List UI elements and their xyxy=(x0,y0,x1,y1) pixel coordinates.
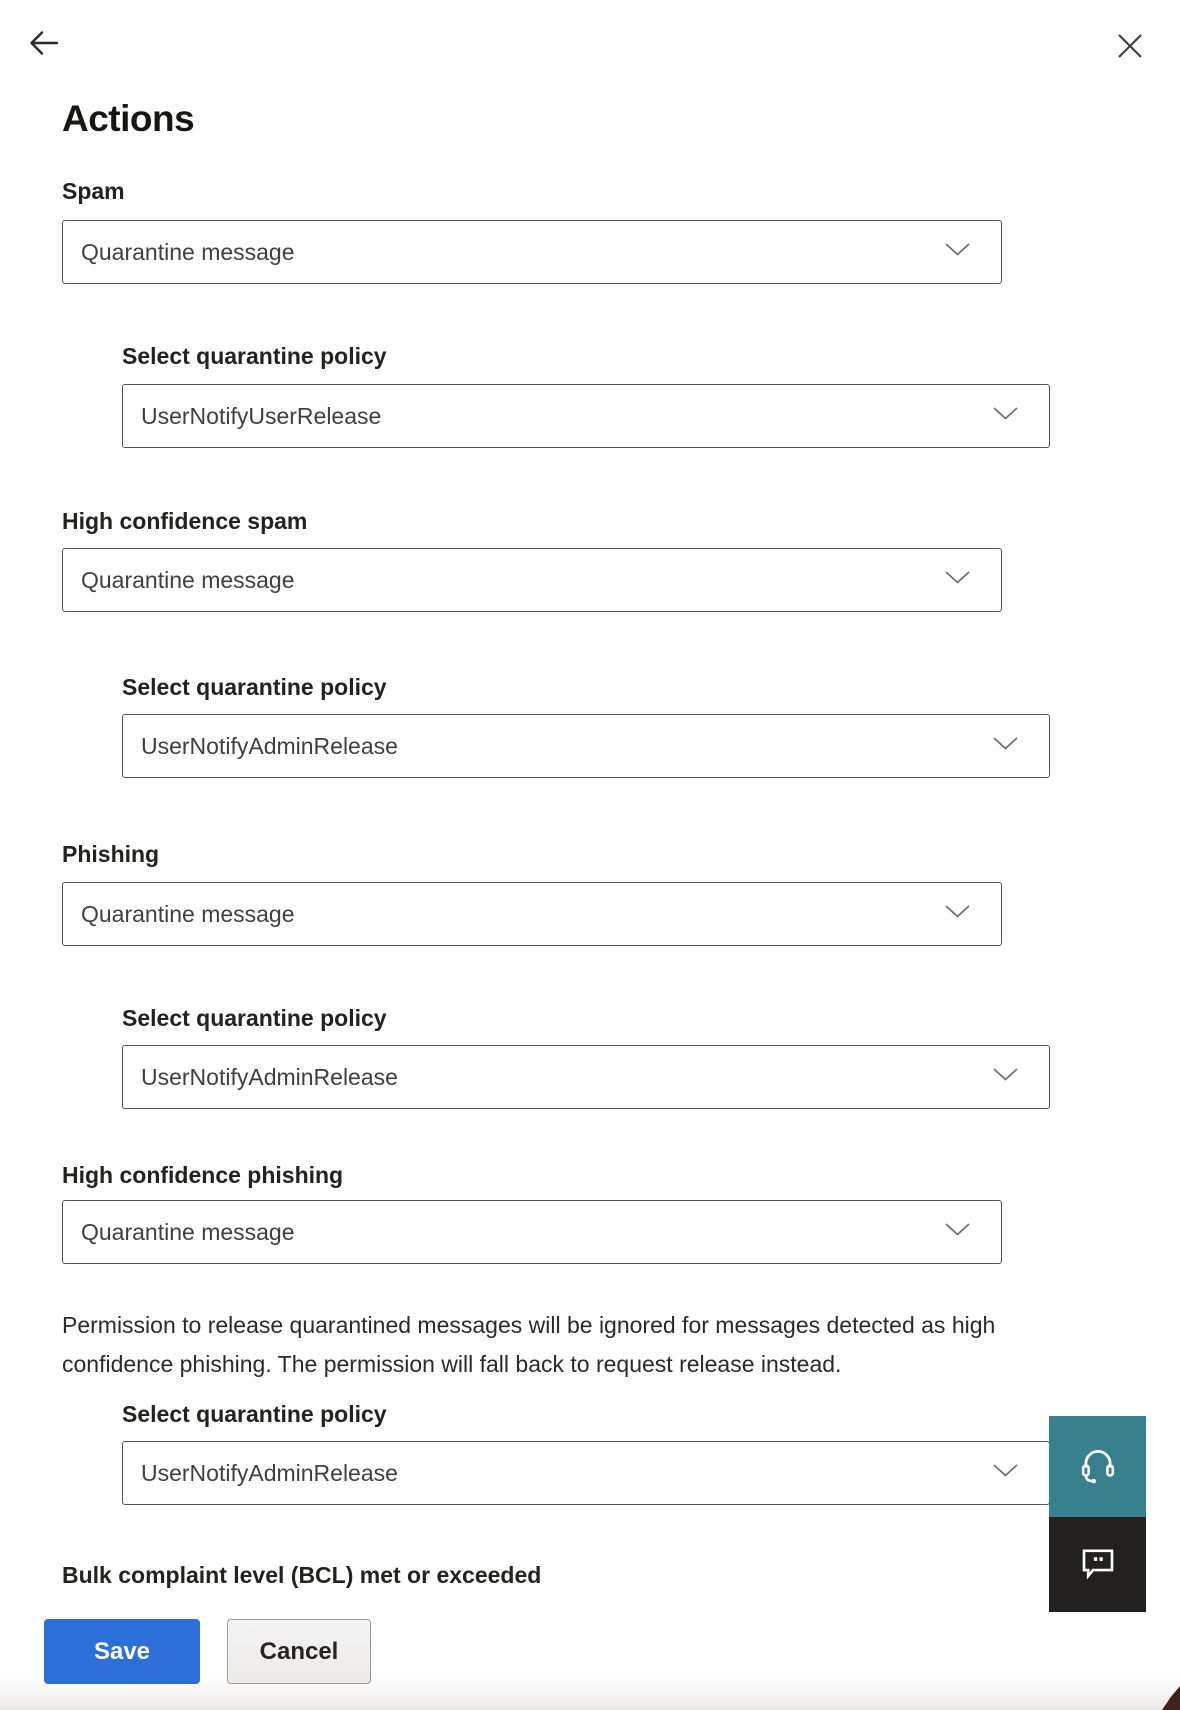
chevron-down-icon xyxy=(992,406,1019,426)
high-confidence-phishing-permission-note: Permission to release quarantined messages will be ignored for messages detected as high confidence phishing. The permission will fall back to request release instead. xyxy=(62,1312,996,1377)
page-title: Actions xyxy=(62,98,195,139)
back-button[interactable] xyxy=(20,20,68,68)
section-label-high-confidence-phishing: High confidence phishing xyxy=(62,1162,344,1188)
high-confidence-spam-policy-label: Select quarantine policy xyxy=(122,674,387,700)
phishing-policy-label: Select quarantine policy xyxy=(122,1005,387,1031)
phishing-action-dropdown[interactable] xyxy=(62,882,1002,946)
spam-action-selected-value: Quarantine message xyxy=(81,238,295,265)
support-button[interactable] xyxy=(1049,1416,1146,1517)
high-confidence-phishing-quarantine-policy-dropdown[interactable] xyxy=(122,1441,1050,1505)
feedback-button[interactable] xyxy=(1049,1517,1146,1612)
chevron-down-icon xyxy=(992,1067,1019,1087)
arrow-left-icon xyxy=(26,27,62,62)
high-confidence-phishing-policy-label: Select quarantine policy xyxy=(122,1401,387,1427)
chevron-down-icon xyxy=(944,242,971,262)
spam-action-dropdown[interactable] xyxy=(62,220,1002,284)
cancel-button[interactable]: Cancel xyxy=(227,1619,371,1684)
section-label-bulk-complaint-level: Bulk complaint level (BCL) met or exceeded xyxy=(62,1562,542,1588)
close-icon xyxy=(1116,32,1144,63)
section-label-phishing: Phishing xyxy=(62,841,160,867)
chevron-down-icon xyxy=(944,1222,971,1242)
chat-bubble-icon xyxy=(1077,1542,1119,1587)
phishing-quarantine-policy-dropdown[interactable] xyxy=(122,1045,1050,1109)
close-button[interactable] xyxy=(1106,23,1154,71)
high-confidence-spam-quarantine-policy-dropdown[interactable] xyxy=(122,714,1050,778)
spam-policy-selected-value: UserNotifyUserRelease xyxy=(141,402,382,429)
high-confidence-spam-policy-selected-value: UserNotifyAdminRelease xyxy=(141,732,398,759)
headset-icon xyxy=(1076,1443,1120,1490)
section-label-high-confidence-spam: High confidence spam xyxy=(62,508,308,534)
phishing-action-selected-value: Quarantine message xyxy=(81,900,295,927)
spam-policy-label: Select quarantine policy xyxy=(122,343,387,369)
high-confidence-phishing-action-selected-value: Quarantine message xyxy=(81,1218,295,1245)
high-confidence-phishing-policy-selected-value: UserNotifyAdminRelease xyxy=(141,1459,398,1486)
spam-quarantine-policy-dropdown[interactable] xyxy=(122,384,1050,448)
chevron-down-icon xyxy=(992,1463,1019,1483)
chevron-down-icon xyxy=(944,570,971,590)
high-confidence-spam-action-dropdown[interactable] xyxy=(62,548,1002,612)
phishing-policy-selected-value: UserNotifyAdminRelease xyxy=(141,1063,398,1090)
section-label-spam: Spam xyxy=(62,178,125,204)
chevron-down-icon xyxy=(992,736,1019,756)
high-confidence-spam-action-selected-value: Quarantine message xyxy=(81,566,295,593)
chevron-down-icon xyxy=(944,904,971,924)
high-confidence-phishing-action-dropdown[interactable] xyxy=(62,1200,1002,1264)
save-button[interactable]: Save xyxy=(44,1619,200,1684)
